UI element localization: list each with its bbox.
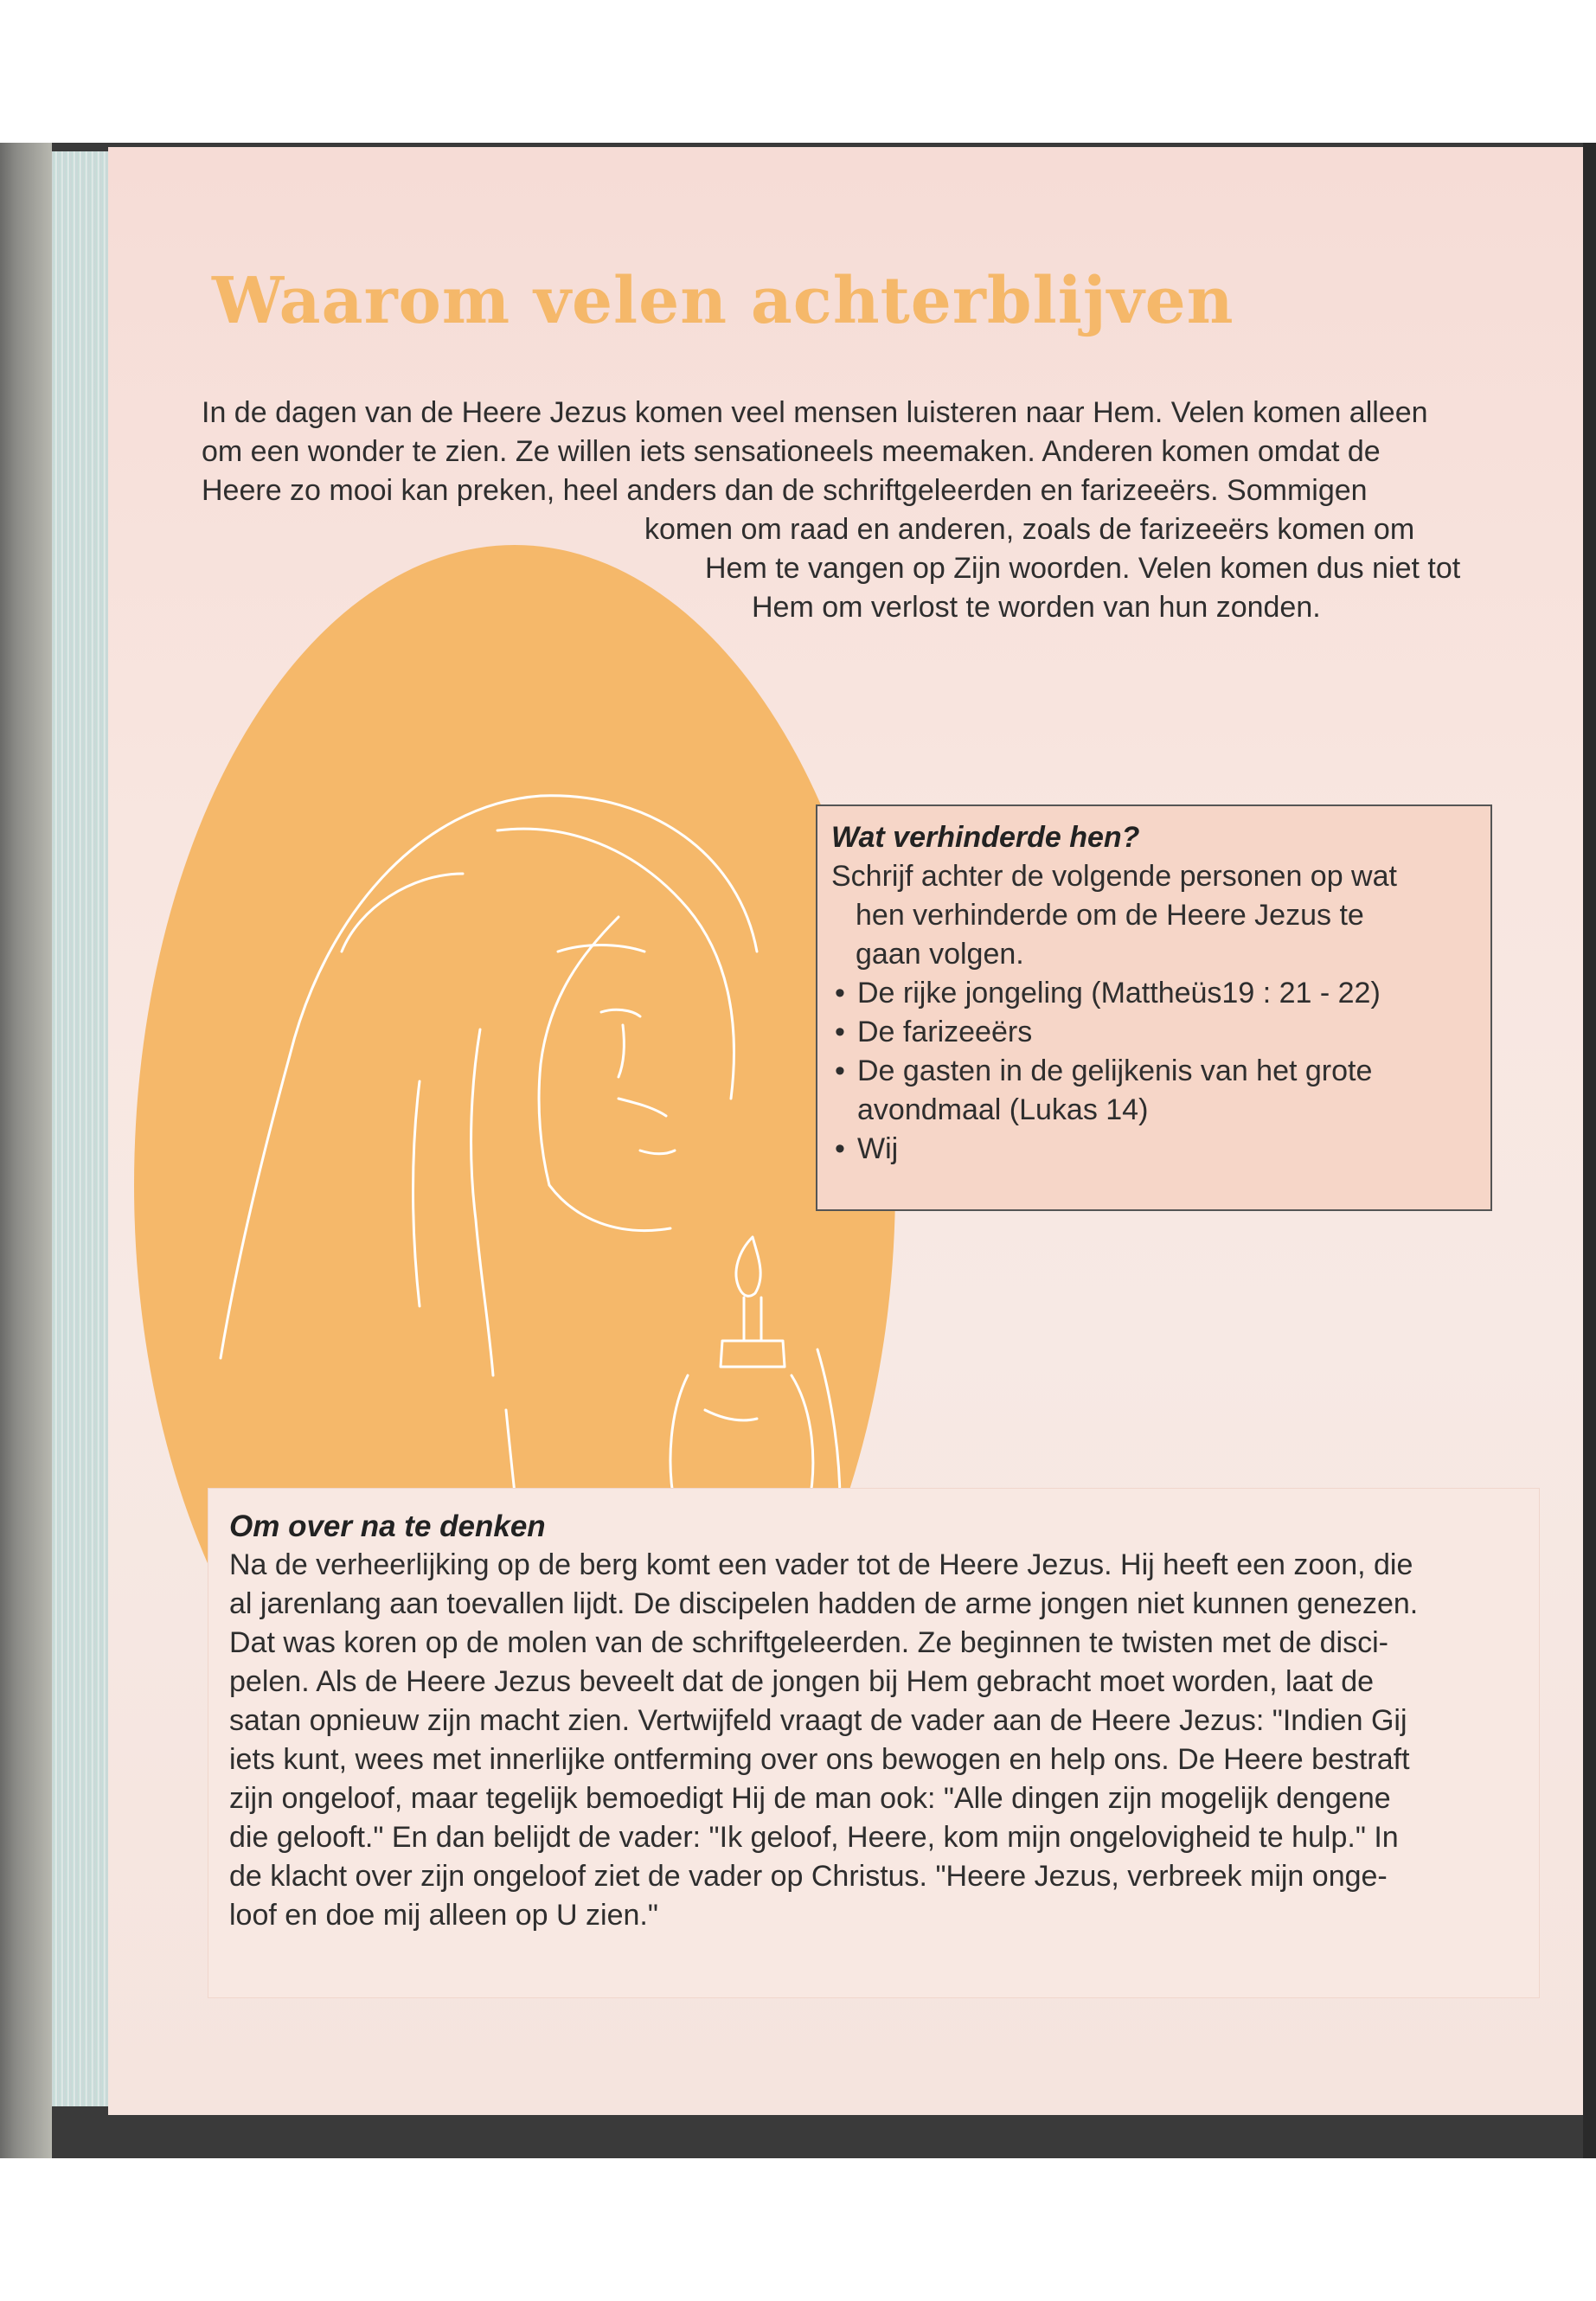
reflection-body: [229, 1546, 1518, 1935]
reflection-line: Na de verheerlijking op de berg komt een vader tot de Heere Jezus. Hij heeft een zoon, die: [229, 1548, 1413, 1581]
question-box-intro: [831, 857, 1477, 974]
reflection-title: Om over na te denken: [229, 1509, 546, 1543]
list-item-text: • Wij: [857, 1132, 899, 1165]
reflection-box: [208, 1488, 1540, 1998]
list-item-text: • De rijke jongeling (Mattheüs19 : 21 - 22): [857, 977, 1381, 1009]
right-page-edge: [1583, 143, 1596, 2158]
list-item-text: avondmaal (Lukas 14): [857, 1093, 1149, 1126]
question-box: [816, 804, 1492, 1211]
list-item: [831, 1130, 1477, 1169]
book-binding-edge: [0, 143, 52, 2158]
question-intro-line: gaan volgen.: [856, 938, 1024, 971]
question-intro-line: hen verhinderde om de Heere Jezus te: [856, 899, 1364, 932]
reflection-line: satan opnieuw zijn macht zien. Vertwijfeld vraagt de vader aan de Heere Jezus: "Indien Gij: [229, 1704, 1407, 1737]
reflection-line: die gelooft." En dan belijdt de vader: "Ik geloof, Heere, kom mijn ongelovigheid te hulp." In: [229, 1821, 1399, 1854]
list-item-text: • De gasten in de gelijkenis van het grote: [857, 1054, 1373, 1087]
book-page: [108, 147, 1583, 2115]
reflection-line: zijn ongeloof, maar tegelijk bemoedigt Hij de man ook: "Alle dingen zijn mogelijk dengene: [229, 1782, 1391, 1815]
page-title: Waarom velen achterblijven: [212, 264, 1234, 338]
list-item-text: • De farizeeërs: [857, 1016, 1033, 1048]
list-item: [831, 974, 1477, 1013]
reflection-line: loof en doe mij alleen op U zien.": [229, 1899, 658, 1932]
reflection-line: iets kunt, wees met innerlijke ontferming over ons bewogen en help ons. De Heere bestraft: [229, 1743, 1410, 1776]
intro-line: In de dagen van de Heere Jezus komen veel mensen luisteren naar Hem. Velen komen alleen: [202, 396, 1428, 429]
question-box-title: Wat verhinderde hen?: [831, 821, 1140, 854]
list-item: [831, 1052, 1477, 1130]
reflection-line: Dat was koren op de molen van de schriftgeleerden. Ze beginnen te twisten met de disci-: [229, 1626, 1388, 1659]
intro-line: Heere zo mooi kan preken, heel anders dan de schriftgeleerden en farizeeërs. Sommigen: [202, 474, 1368, 507]
page-stack-edges: [52, 151, 108, 2106]
question-list: [831, 974, 1477, 1169]
reflection-line: al jarenlang aan toevallen lijdt. De discipelen hadden de arme jongen niet kunnen genezen.: [229, 1587, 1419, 1620]
intro-line: Hem te vangen op Zijn woorden. Velen komen dus niet tot: [705, 552, 1461, 585]
list-item: [831, 1013, 1477, 1052]
intro-line: komen om raad en anderen, zoals de farizeeërs komen om: [644, 513, 1415, 546]
question-intro-line: Schrijf achter de volgende personen op wat: [831, 860, 1397, 893]
reflection-line: de klacht over zijn ongeloof ziet de vader op Christus. "Heere Jezus, verbreek mijn onge-: [229, 1860, 1388, 1893]
reflection-line: pelen. Als de Heere Jezus beveelt dat de jongen bij Hem gebracht moet worden, laat de: [229, 1665, 1375, 1698]
intro-line: om een wonder te zien. Ze willen iets sensationeels meemaken. Anderen komen omdat de: [202, 435, 1381, 468]
intro-line: Hem om verlost te worden van hun zonden.: [752, 591, 1321, 624]
